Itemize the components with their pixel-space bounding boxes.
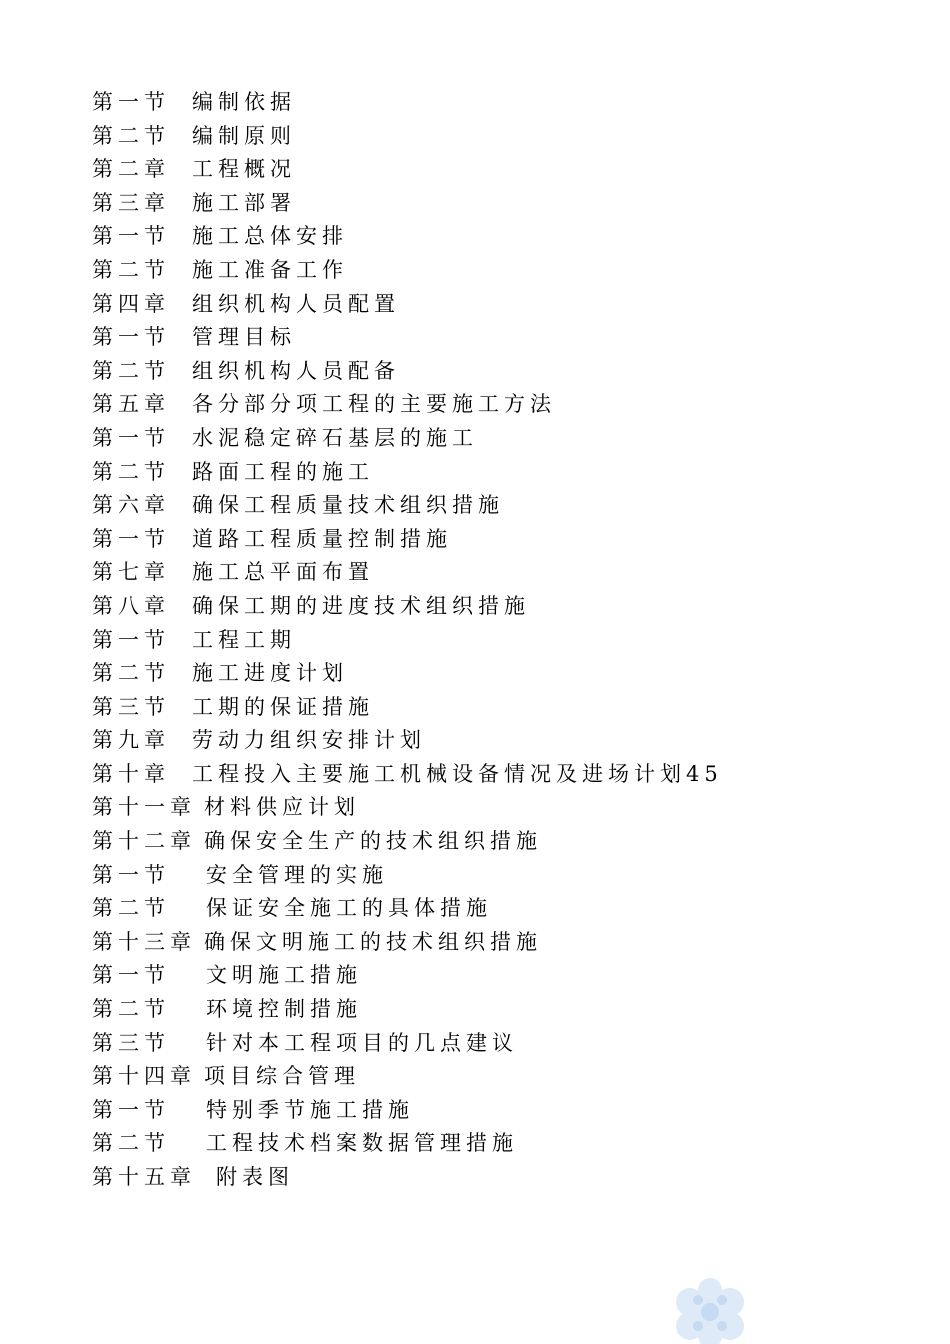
- toc-entry-number: 第九章: [92, 728, 170, 753]
- toc-entry-number: 第二节: [92, 997, 170, 1022]
- toc-entry: [92, 993, 723, 1027]
- toc-entry-number: 第一节: [92, 90, 170, 114]
- toc-entry-number: 第六章: [92, 493, 170, 518]
- toc-entry-number: 第七章: [92, 560, 170, 585]
- toc-entry: [92, 187, 723, 221]
- toc-entry: [92, 422, 723, 456]
- toc-entry: [92, 758, 723, 792]
- toc-entry: [92, 456, 723, 490]
- toc-entry-title: 确保工期的进度技术组织措施: [192, 593, 530, 618]
- toc-entry: [92, 892, 723, 926]
- toc-entry-title: 施工进度计划: [192, 661, 348, 686]
- toc-entry-number: 第四章: [92, 291, 170, 316]
- toc-entry-title: 工程概况: [192, 157, 296, 182]
- toc-entry: [92, 254, 723, 288]
- toc-entry: [92, 724, 723, 758]
- toc-entry-number: 第十五章: [92, 1165, 196, 1189]
- toc-entry-title: 道路工程质量控制措施: [192, 526, 452, 551]
- toc-entry: [92, 590, 723, 624]
- toc-entry-number: 第二节: [92, 123, 170, 148]
- toc-entry: [92, 825, 723, 859]
- toc-entry-title: 管理目标: [192, 325, 296, 350]
- toc-entry: [92, 791, 723, 825]
- watermark-logo-icon: [660, 1272, 760, 1344]
- toc-entry: [92, 1161, 723, 1195]
- toc-entry-title: 组织机构人员配置: [192, 291, 400, 316]
- toc-entry-title: 环境控制措施: [206, 997, 362, 1022]
- toc-entry: [92, 1060, 723, 1094]
- toc-entry-number: 第一节: [92, 963, 170, 988]
- toc-entry-title: 编制依据: [192, 90, 296, 114]
- toc-entry-number: 第十四章: [92, 1064, 196, 1089]
- toc-entry-title: 工程技术档案数据管理措施: [206, 1131, 518, 1156]
- toc-entry-number: 第十三章: [92, 929, 196, 954]
- toc-entry-number: 第二节: [92, 1131, 170, 1156]
- toc-entry-number: 第十章: [92, 761, 170, 786]
- toc-entry: [92, 288, 723, 322]
- toc-entry: [92, 691, 723, 725]
- toc-entry: [92, 86, 723, 120]
- toc-entry: [92, 624, 723, 658]
- toc-entry-title: 各分部分项工程的主要施工方法: [192, 392, 556, 417]
- toc-entry: [92, 355, 723, 389]
- toc-entry-title: 确保安全生产的技术组织措施: [204, 829, 542, 854]
- toc-entry-title: 施工部署: [192, 190, 296, 215]
- toc-entry: [92, 388, 723, 422]
- toc-entry-number: 第三节: [92, 694, 170, 719]
- toc-entry-number: 第一节: [92, 224, 170, 249]
- toc-entry: [92, 1127, 723, 1161]
- table-of-contents: [92, 86, 723, 1195]
- toc-entry: [92, 220, 723, 254]
- toc-entry-number: 第十二章: [92, 829, 196, 854]
- toc-entry-title: 确保文明施工的技术组织措施: [204, 929, 542, 954]
- toc-entry-number: 第二章: [92, 157, 170, 182]
- toc-entry-title: 组织机构人员配备: [192, 358, 400, 383]
- toc-entry-number: 第八章: [92, 593, 170, 618]
- toc-entry: [92, 1027, 723, 1061]
- toc-entry-number: 第三章: [92, 190, 170, 215]
- toc-entry-title: 施工总平面布置: [192, 560, 374, 585]
- toc-entry-title: 保证安全施工的具体措施: [206, 896, 492, 921]
- toc-entry-number: 第二节: [92, 358, 170, 383]
- toc-entry: [92, 926, 723, 960]
- toc-entry-title: 工程投入主要施工机械设备情况及进场计划45: [192, 761, 723, 786]
- toc-entry-title: 工期的保证措施: [192, 694, 374, 719]
- toc-entry: [92, 321, 723, 355]
- toc-entry-number: 第二节: [92, 257, 170, 282]
- toc-entry-title: 文明施工措施: [206, 963, 362, 988]
- toc-entry-number: 第一节: [92, 325, 170, 350]
- toc-entry: [92, 153, 723, 187]
- toc-entry-title: 确保工程质量技术组织措施: [192, 493, 504, 518]
- toc-entry-number: 第一节: [92, 627, 170, 652]
- toc-entry-number: 第二节: [92, 896, 170, 921]
- toc-entry-title: 工程工期: [192, 627, 296, 652]
- toc-entry-number: 第一节: [92, 425, 170, 450]
- toc-entry-title: 编制原则: [192, 123, 296, 148]
- toc-entry: [92, 959, 723, 993]
- toc-entry-number: 第二节: [92, 661, 170, 686]
- toc-entry: [92, 859, 723, 893]
- toc-entry-number: 第一节: [92, 526, 170, 551]
- toc-entry: [92, 556, 723, 590]
- toc-entry-number: 第三节: [92, 1030, 170, 1055]
- toc-entry-title: 特别季节施工措施: [206, 1097, 414, 1122]
- toc-entry-number: 第一节: [92, 1097, 170, 1122]
- toc-entry-number: 第一节: [92, 862, 170, 887]
- toc-entry-number: 第十一章: [92, 795, 196, 820]
- toc-entry-title: 施工准备工作: [192, 257, 348, 282]
- toc-entry: [92, 523, 723, 557]
- toc-entry-title: 材料供应计划: [204, 795, 360, 820]
- toc-entry-number: 第五章: [92, 392, 170, 417]
- toc-entry-title: 项目综合管理: [204, 1064, 360, 1089]
- toc-entry-title: 安全管理的实施: [206, 862, 388, 887]
- toc-entry-title: 水泥稳定碎石基层的施工: [192, 425, 478, 450]
- toc-entry-title: 附表图: [216, 1165, 294, 1189]
- toc-entry-title: 劳动力组织安排计划: [192, 728, 426, 753]
- toc-entry: [92, 657, 723, 691]
- toc-entry: [92, 489, 723, 523]
- toc-entry-title: 施工总体安排: [192, 224, 348, 249]
- toc-entry-title: 针对本工程项目的几点建议: [206, 1030, 518, 1055]
- toc-entry: [92, 120, 723, 154]
- toc-entry-title: 路面工程的施工: [192, 459, 374, 484]
- toc-entry-number: 第二节: [92, 459, 170, 484]
- toc-entry: [92, 1094, 723, 1128]
